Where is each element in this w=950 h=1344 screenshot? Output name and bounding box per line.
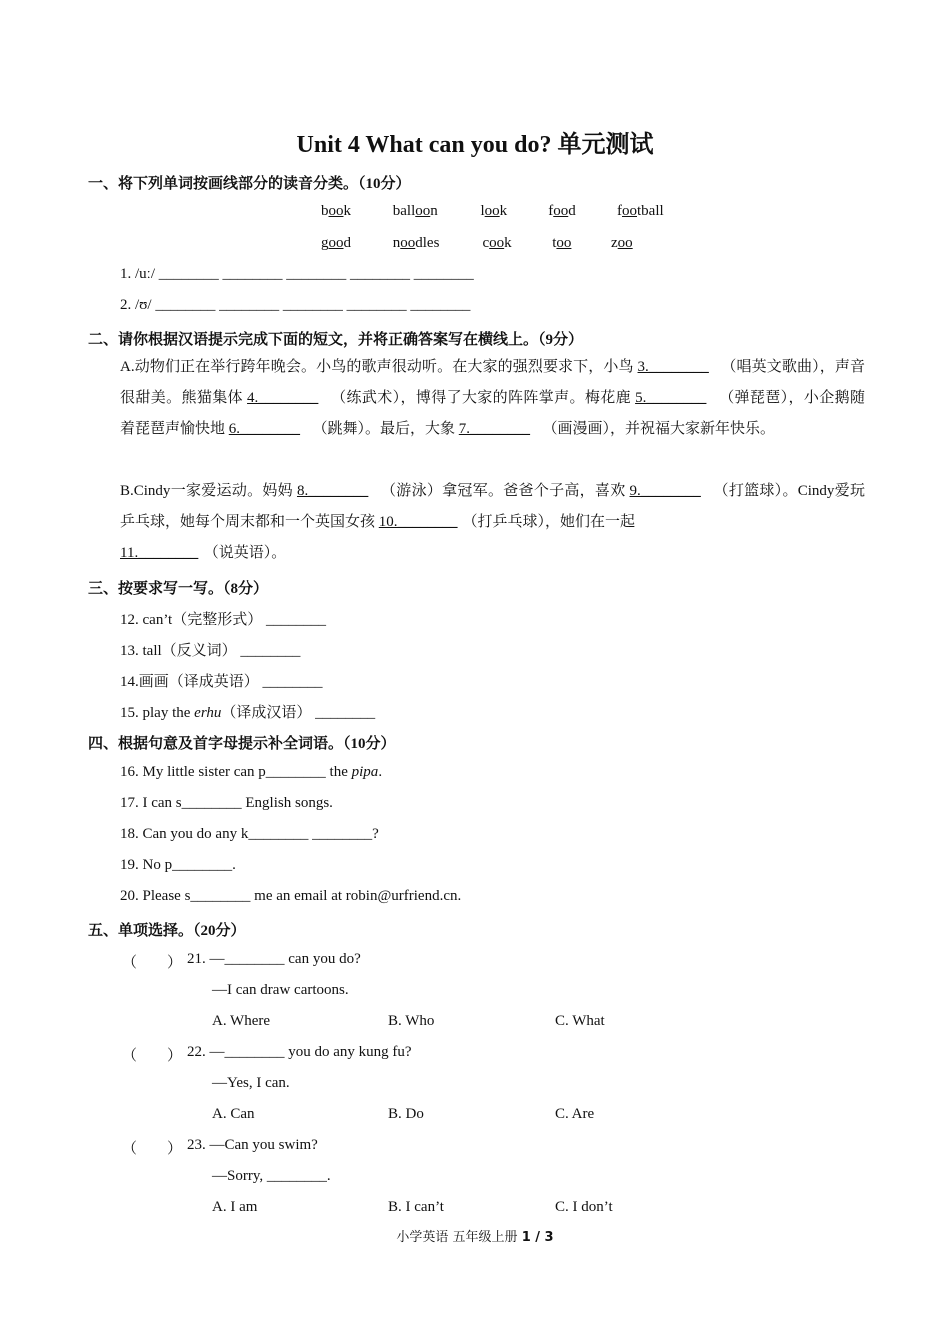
word-row-2 <box>321 235 636 252</box>
section-2-heading: 二、请你根据汉语提示完成下面的短文，并将正确答案写在横线上。（9分） <box>88 332 584 348</box>
option-22-c[interactable]: C. Are <box>555 1106 595 1122</box>
passage-b: B.Cindy一家爱运动。妈妈 8.________ （游泳）拿冠军。爸爸个子高，喜欢 9.________ （打篮球）。Cindy爱玩乒乓球，她每个周末都和一个英国女孩 10.________ （打乒乓球），她们在一起 11.________ （说英语）。 <box>120 476 865 569</box>
blank-8[interactable]: 8.________ <box>296 483 369 499</box>
section-1-heading: 一、将下列单词按画线部分的读音分类。（10分） <box>88 176 411 192</box>
blank-6[interactable]: 6.________ <box>228 421 301 437</box>
page-title: Unit 4 What can you do? 单元测试 <box>296 132 654 158</box>
word: too <box>552 235 572 251</box>
word: cook <box>482 235 512 251</box>
word: football <box>617 203 664 219</box>
word: noodles <box>392 235 440 251</box>
blank-11[interactable]: 11.________ <box>120 545 199 561</box>
option-22-b[interactable]: B. Do <box>388 1106 424 1122</box>
page-footer: 小学英语 五年级上册 1 / 3 <box>396 1230 554 1245</box>
answer-21: —I can draw cartoons. <box>212 982 349 998</box>
question-14[interactable]: 14.画画（译成英语） ________ <box>120 674 323 690</box>
passage-a: A.动物们正在举行跨年晚会。小鸟的歌声很动听。在大家的强烈要求下，小鸟 3.________ （唱英文歌曲），声音很甜美。熊猫集体 4.________ （练武术），博得了大家的阵阵掌声。梅花鹿 5.________ （弹琵琶），小企鹅随着琵琶声愉快地 6.________ （跳舞）。最后，大象 7.________ （画漫画），并祝福大家新年快乐。 <box>120 352 865 445</box>
option-21-a[interactable]: A. Where <box>212 1013 271 1029</box>
word: balloon <box>392 203 438 219</box>
option-23-a[interactable]: A. I am <box>212 1199 258 1215</box>
word: look <box>480 203 508 219</box>
section-4-heading: 四、根据句意及首字母提示补全词语。（10分） <box>88 736 396 752</box>
question-17[interactable]: 17. I can s________ English songs. <box>120 795 333 811</box>
phonetic-line-1[interactable]: 1. /uː/ ________ ________ ________ ________ ________ <box>120 266 474 282</box>
question-20[interactable]: 20. Please s________ me an email at robin@urfriend.cn. <box>120 888 462 904</box>
answer-paren-22[interactable]: （ ） <box>122 1048 183 1064</box>
blank-9[interactable]: 9.________ <box>629 483 701 499</box>
word: book <box>321 203 351 219</box>
section-5-heading: 五、单项选择。（20分） <box>88 923 246 939</box>
question-23: 23. —Can you swim? <box>187 1137 318 1153</box>
option-21-b[interactable]: B. Who <box>388 1013 435 1029</box>
blank-7[interactable]: 7.________ <box>458 421 531 437</box>
question-22: 22. —________ you do any kung fu? <box>187 1044 412 1060</box>
question-19[interactable]: 19. No p________. <box>120 857 236 873</box>
page-number: 1 / 3 <box>521 1230 554 1245</box>
answer-paren-23[interactable]: （ ） <box>122 1141 183 1157</box>
section-3-heading: 三、按要求写一写。（8分） <box>88 581 269 597</box>
word: good <box>321 235 351 251</box>
option-22-a[interactable]: A. Can <box>212 1106 255 1122</box>
answer-23: —Sorry, ________. <box>212 1168 331 1184</box>
blank-4[interactable]: 4.________ <box>247 390 319 406</box>
question-21: 21. —________ can you do? <box>187 951 361 967</box>
question-15[interactable]: 15. play the erhu（译成汉语） ________ <box>120 705 376 721</box>
blank-10[interactable]: 10.________ <box>378 514 458 530</box>
question-18[interactable]: 18. Can you do any k________ ________? <box>120 826 379 842</box>
option-23-c[interactable]: C. I don’t <box>555 1199 613 1215</box>
question-12[interactable]: 12. can’t（完整形式） ________ <box>120 612 326 628</box>
word: food <box>548 203 576 219</box>
blank-5[interactable]: 5.________ <box>635 390 707 406</box>
option-21-c[interactable]: C. What <box>555 1013 605 1029</box>
option-23-b[interactable]: B. I can’t <box>388 1199 444 1215</box>
question-16[interactable]: 16. My little sister can p________ the pipa. <box>120 764 383 780</box>
answer-22: —Yes, I can. <box>212 1075 290 1091</box>
question-13[interactable]: 13. tall（反义词） ________ <box>120 643 301 659</box>
phonetic-line-2[interactable]: 2. /ʊ/ ________ ________ ________ ________ ________ <box>120 297 471 313</box>
word-row-1 <box>321 203 672 220</box>
blank-3[interactable]: 3.________ <box>637 359 709 375</box>
answer-paren-21[interactable]: （ ） <box>122 955 183 971</box>
word: zoo <box>611 235 633 251</box>
